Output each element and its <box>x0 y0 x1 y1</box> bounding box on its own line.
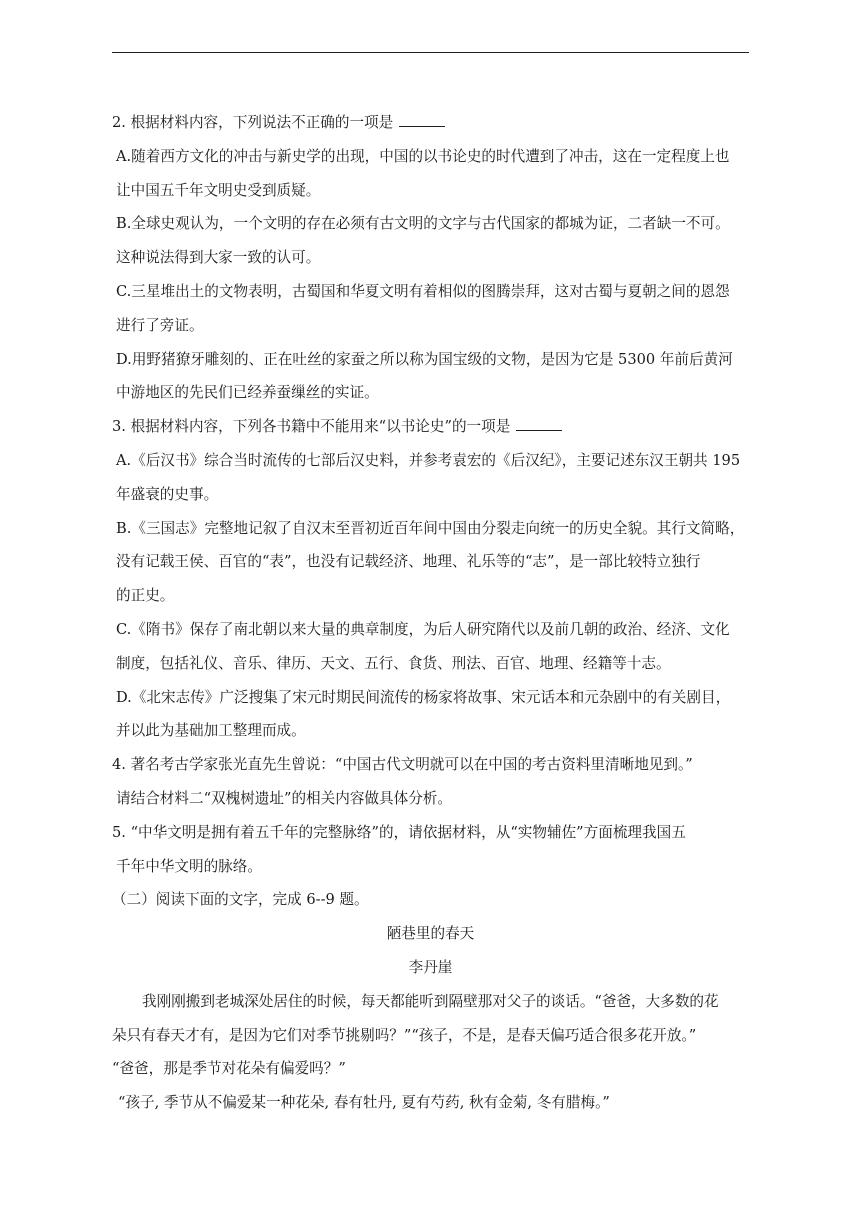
question-3-option-d: D.《北宋志传》广泛搜集了宋元时期民间流传的杨家将故事、宋元话本和元杂剧中的有关剧目， <box>116 688 731 706</box>
article-paragraph-line: “孩子, 季节从不偏爱某一种花朵, 春有牡丹, 夏有芍药, 秋有金菊, 冬有腊梅。” <box>118 1094 610 1112</box>
question-5-stem: 5. “中华文明是拥有着五千年的完整脉络”的，请依据材料，从“实物辅佐”方面梳理我国五 <box>112 823 686 841</box>
document-body <box>112 106 752 1120</box>
question-2-option-d: D.用野猪獠牙雕刻的、正在吐丝的家蚕之所以称为国宝级的文物，是因为它是 5300 年前后黄河 <box>116 350 733 368</box>
article-author: 李丹崖 <box>408 958 453 976</box>
question-2-option-a-cont: 让中国五千年文明史受到质疑。 <box>116 181 321 199</box>
question-3-option-c: C.《隋书》保存了南北朝以来大量的典章制度，为后人研究隋代以及前几朝的政治、经济、文化 <box>116 620 730 638</box>
question-4-stem: 4. 著名考古学家张光直先生曾说：“中国古代文明就可以在中国的考古资料里清晰地见到。” <box>112 756 693 774</box>
question-2-stem: 2. 根据材料内容，下列说法不正确的一项是 <box>112 106 752 140</box>
question-2-option-b: B.全球史观认为，一个文明的存在必须有古文明的文字与古代国家的都城为证，二者缺一不可。 <box>116 215 730 233</box>
article-paragraph-line: 朵只有春天才有，是因为它们对季节挑剔吗？”“孩子，不是，是春天偏巧适合很多花开放。” <box>112 1026 697 1044</box>
question-3-option-c-cont: 制度，包括礼仪、音乐、律历、天文、五行、食货、刑法、百官、地理、经籍等十志。 <box>116 654 671 672</box>
header-rule <box>112 52 749 53</box>
answer-blank[interactable] <box>399 112 445 127</box>
question-2-option-b-cont: 这种说法得到大家一致的认可。 <box>116 249 321 267</box>
question-2-option-d-cont: 中游地区的先民们已经养蚕缫丝的实证。 <box>116 384 379 402</box>
question-3-option-a-cont: 年盛衰的史事。 <box>116 485 219 503</box>
question-2-option-c: C.三星堆出土的文物表明，古蜀国和华夏文明有着相似的图腾崇拜，这对古蜀与夏朝之间的恩怨 <box>116 282 730 300</box>
question-3-option-b-cont: 没有记载王侯、百官的“表”，也没有记载经济、地理、礼乐等的“志”，是一部比较特立独行 <box>116 553 701 571</box>
question-3-option-b: B.《三国志》完整地记叙了自汉末至晋初近百年间中国由分裂走向统一的历史全貌。其行文简略， <box>116 519 745 537</box>
article-paragraph-line: “爸爸，那是季节对花朵有偏爱吗？” <box>112 1060 346 1078</box>
question-3-option-d-cont: 并以此为基础加工整理而成。 <box>116 722 306 740</box>
article-paragraph-line: 我刚刚搬到老城深处居住的时候，每天都能听到隔壁那对父子的谈话。“爸爸，大多数的花 <box>142 992 719 1010</box>
question-3-option-a: A.《后汉书》综合当时流传的七部后汉史料，并参考袁宏的《后汉纪》，主要记述东汉王朝共 195 <box>116 451 741 469</box>
question-2-option-a: A.随着西方文化的冲击与新史学的出现，中国的以书论史的时代遭到了冲击，这在一定程度上也 <box>116 147 730 165</box>
question-3-option-b-cont-2: 的正史。 <box>116 587 175 605</box>
section-2-intro: （二）阅读下面的文字，完成 6--9 题。 <box>112 891 369 909</box>
answer-blank[interactable] <box>516 416 562 431</box>
question-3-stem: 3. 根据材料内容，下列各书籍中不能用来“以书论史”的一项是 <box>112 410 752 444</box>
question-5-stem-cont: 千年中华文明的脉络。 <box>116 857 262 875</box>
question-4-stem-cont: 请结合材料二“双槐树遗址”的相关内容做具体分析。 <box>116 789 452 807</box>
question-2-option-c-cont: 进行了旁证。 <box>116 316 204 334</box>
article-title: 陋巷里的春天 <box>386 925 475 943</box>
